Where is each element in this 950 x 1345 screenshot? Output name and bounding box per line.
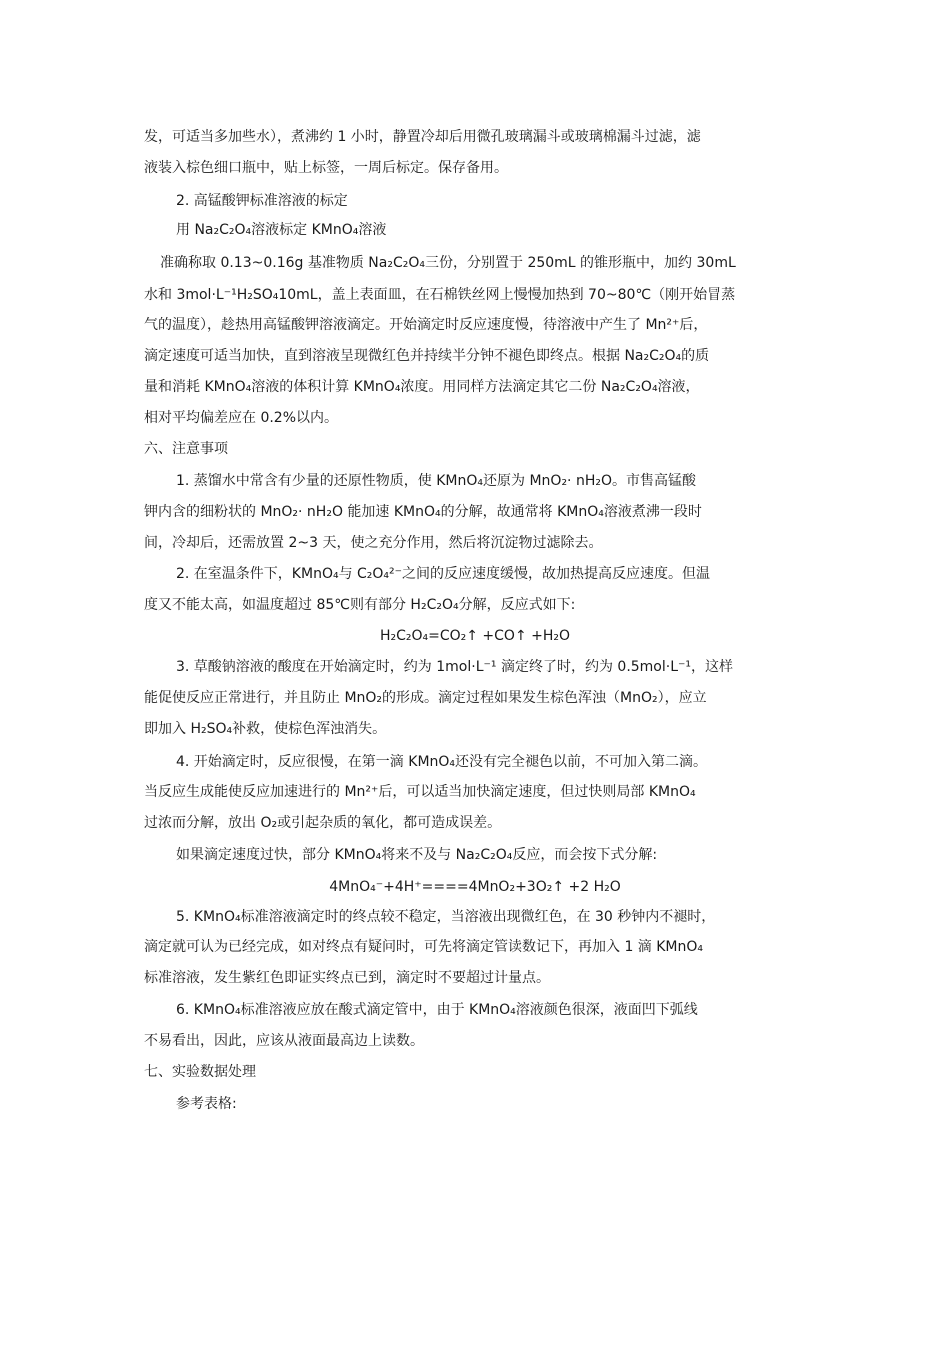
text-line: 5. KMnO₄标准溶液滴定时的终点较不稳定，当溶液出现微红色，在 30 秒钟内不褪时，	[176, 909, 716, 925]
text-line: 液装入棕色细口瓶中，贴上标签，一周后标定。保存备用。	[144, 160, 508, 176]
text-line: 量和消耗 KMnO₄溶液的体积计算 KMnO₄浓度。用同样方法滴定其它二份 Na₂C₂O₄溶液，	[144, 379, 700, 395]
text-line: 6. KMnO₄标准溶液应放在酸式滴定管中，由于 KMnO₄溶液颜色很深，液面凹下弧线	[176, 1002, 698, 1018]
text-line: 气的温度），趁热用高锰酸钾溶液滴定。开始滴定时反应速度慢，待溶液中产生了 Mn²⁺后，	[144, 317, 708, 333]
chemical-equation: H₂C₂O₄=CO₂↑ +CO↑ +H₂O	[379, 628, 571, 644]
text-line: 水和 3mol·L⁻¹H₂SO₄10mL，盖上表面皿，在石棉铁丝网上慢慢加热到 70~80℃（刚开始冒蒸	[144, 287, 736, 303]
text-line: 用 Na₂C₂O₄溶液标定 KMnO₄溶液	[176, 222, 387, 238]
text-line: 准确称取 0.13~0.16g 基准物质 Na₂C₂O₄三份，分别置于 250mL 的锥形瓶中，加约 30mL	[160, 255, 736, 271]
section-heading: 2. 高锰酸钾标准溶液的标定	[176, 193, 348, 209]
text-line: 相对平均偏差应在 0.2%以内。	[144, 410, 339, 426]
text-line: 3. 草酸钠溶液的酸度在开始滴定时，约为 1mol·L⁻¹ 滴定终了时，约为 0.5mol·L⁻¹，这样	[176, 659, 734, 675]
text-line: 滴定速度可适当加快，直到溶液呈现微红色并持续半分钟不褪色即终点。根据 Na₂C₂O₄的质	[144, 348, 710, 364]
text-line: 发，可适当多加些水），煮沸约 1 小时，静置冷却后用微孔玻璃漏斗或玻璃棉漏斗过滤，滤	[144, 129, 701, 145]
chemical-equation: 4MnO₄⁻+4H⁺====4MnO₂+3O₂↑ +2 H₂O	[329, 879, 621, 895]
text-line: 能促使反应正常进行，并且防止 MnO₂的形成。滴定过程如果发生棕色浑浊（MnO₂），应立	[144, 690, 707, 706]
text-line: 参考表格:	[176, 1096, 237, 1112]
text-line: 不易看出，因此，应该从液面最高边上读数。	[144, 1033, 424, 1049]
section-heading: 六、注意事项	[144, 441, 228, 457]
text-line: 1. 蒸馏水中常含有少量的还原性物质，使 KMnO₄还原为 MnO₂· nH₂O。市售高锰酸	[176, 473, 696, 489]
text-line: 4. 开始滴定时，反应很慢，在第一滴 KMnO₄还没有完全褪色以前，不可加入第二滴。	[176, 754, 708, 770]
text-line: 2. 在室温条件下，KMnO₄与 C₂O₄²⁻之间的反应速度缓慢，故加热提高反应速度。但温	[176, 566, 711, 582]
text-line: 过浓而分解，放出 O₂或引起杂质的氧化，都可造成误差。	[144, 815, 502, 831]
text-line: 标准溶液，发生紫红色即证实终点已到，滴定时不要超过计量点。	[144, 970, 550, 986]
text-line: 即加入 H₂SO₄补救，使棕色浑浊消失。	[144, 721, 387, 737]
text-line: 如果滴定速度过快，部分 KMnO₄将来不及与 Na₂C₂O₄反应，而会按下式分解:	[176, 847, 658, 863]
text-line: 钾内含的细粉状的 MnO₂· nH₂O 能加速 KMnO₄的分解，故通常将 KMnO₄溶液煮沸一段时	[144, 504, 702, 520]
section-heading: 七、实验数据处理	[144, 1064, 256, 1080]
text-line: 当反应生成能使反应加速进行的 Mn²⁺后，可以适当加快滴定速度，但过快则局部 KMnO₄	[144, 784, 696, 800]
text-line: 滴定就可认为已经完成，如对终点有疑问时，可先将滴定管读数记下，再加入 1 滴 KMnO₄	[144, 939, 704, 955]
text-line: 间，冷却后，还需放置 2~3 天，使之充分作用，然后将沉淀物过滤除去。	[144, 535, 603, 551]
text-line: 度又不能太高，如温度超过 85℃则有部分 H₂C₂O₄分解，反应式如下:	[144, 597, 576, 613]
